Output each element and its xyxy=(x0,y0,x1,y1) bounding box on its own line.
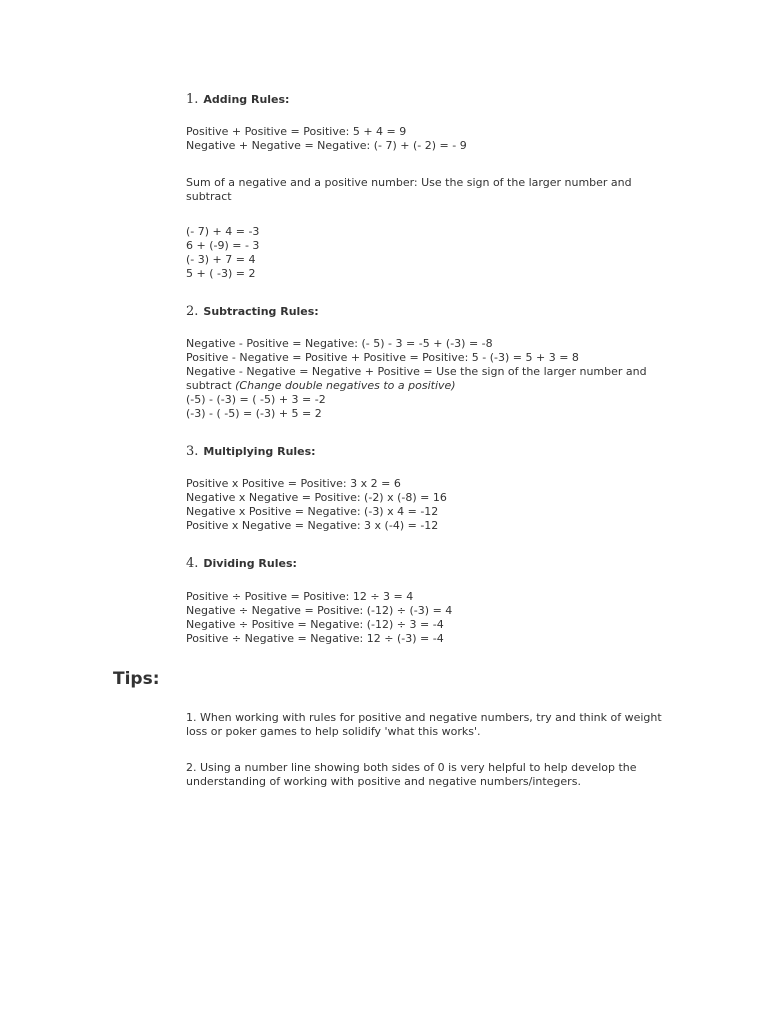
tip-item: 1. When working with rules for positive and negative numbers, try and think of weight loss or poker games to help solidify 'what this works'. xyxy=(186,711,662,738)
section-number: 2. xyxy=(186,304,199,319)
rule-line: Positive ÷ Positive = Positive: 12 ÷ 3 = 4 xyxy=(186,590,414,603)
section-number: 3. xyxy=(186,444,199,459)
dividing-rules-heading xyxy=(186,557,297,571)
rule-line: Positive x Negative = Negative: 3 x (-4) = -12 xyxy=(186,519,439,532)
section-title: Adding Rules: xyxy=(203,93,290,106)
example-line: 6 + (-9) = - 3 xyxy=(186,239,260,252)
example-line: (- 7) + 4 = -3 xyxy=(186,225,260,238)
adding-examples-list xyxy=(186,225,666,281)
note-text: Sum of a negative and a positive number: Use the sign of the larger number and subtract xyxy=(186,176,632,203)
rule-italic-note: (Change double negatives to a positive) xyxy=(235,379,456,392)
rule-line: Negative - Positive = Negative: (- 5) - 3 = -5 + (-3) = -8 xyxy=(186,337,493,350)
adding-rules-note xyxy=(186,176,666,204)
rule-line: Negative x Negative = Positive: (-2) x (-8) = 16 xyxy=(186,491,447,504)
rule-line: Negative x Positive = Negative: (-3) x 4 = -12 xyxy=(186,505,439,518)
section-title: Dividing Rules: xyxy=(203,557,297,570)
rule-line: Negative + Negative = Negative: (- 7) + (- 2) = - 9 xyxy=(186,139,467,152)
section-number: 4. xyxy=(186,556,199,571)
rule-line: Positive x Positive = Positive: 3 x 2 = 6 xyxy=(186,477,401,490)
tip-item: 2. Using a number line showing both sides of 0 is very helpful to help develop the understanding of working with positive and negative numbers/integers. xyxy=(186,761,637,788)
adding-rules-heading xyxy=(186,93,289,107)
example-line: 5 + ( -3) = 2 xyxy=(186,267,256,280)
subtracting-rules-list xyxy=(186,337,666,421)
tips-heading: Tips: xyxy=(113,669,160,689)
rule-text: Negative - Negative = Negative + Positive = Use the sign of the larger number and subtract xyxy=(186,365,647,392)
example-line: (-5) - (-3) = ( -5) + 3 = -2 xyxy=(186,393,326,406)
adding-rules-list xyxy=(186,125,666,153)
rule-line: Positive - Negative = Positive + Positive = Positive: 5 - (-3) = 5 + 3 = 8 xyxy=(186,351,579,364)
example-line: (-3) - ( -5) = (-3) + 5 = 2 xyxy=(186,407,322,420)
subtracting-rules-heading xyxy=(186,305,319,319)
rule-line: Negative ÷ Positive = Negative: (-12) ÷ 3 = -4 xyxy=(186,618,444,631)
rule-line: Positive + Positive = Positive: 5 + 4 = 9 xyxy=(186,125,407,138)
dividing-rules-list xyxy=(186,590,666,646)
example-line: (- 3) + 7 = 4 xyxy=(186,253,256,266)
multiplying-rules-heading xyxy=(186,445,316,459)
multiplying-rules-list xyxy=(186,477,666,533)
section-title: Subtracting Rules: xyxy=(203,305,319,318)
section-number: 1. xyxy=(186,92,199,107)
rule-line: Negative ÷ Negative = Positive: (-12) ÷ (-3) = 4 xyxy=(186,604,453,617)
rule-line: Positive ÷ Negative = Negative: 12 ÷ (-3) = -4 xyxy=(186,632,444,645)
rule-line xyxy=(186,365,666,393)
section-title: Multiplying Rules: xyxy=(203,445,316,458)
